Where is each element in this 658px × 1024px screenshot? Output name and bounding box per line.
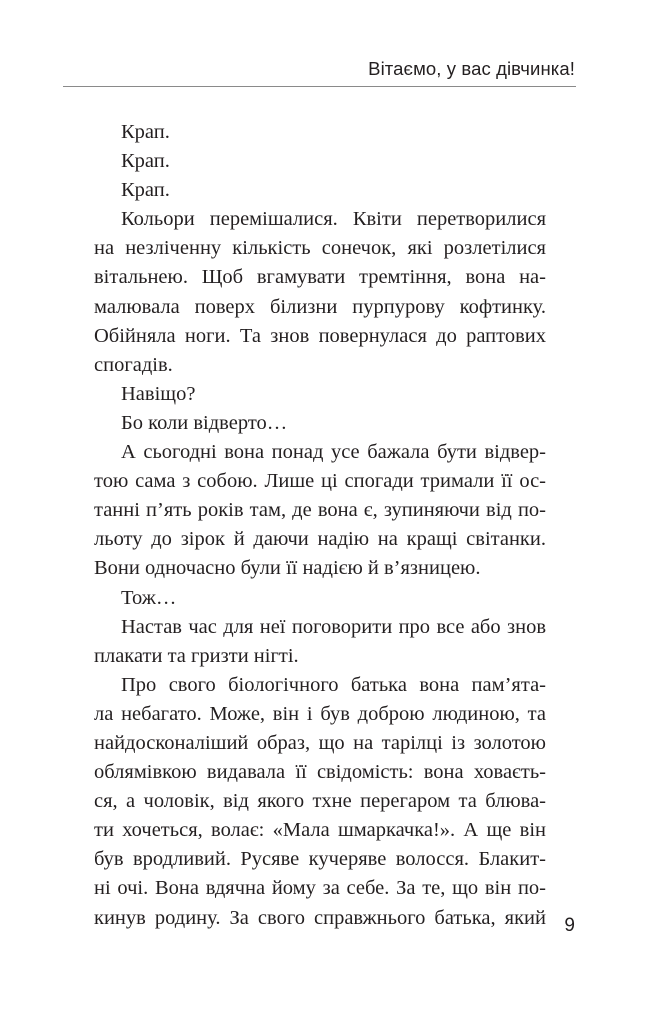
text-line: Крап. bbox=[121, 121, 170, 143]
text-line: Тож… bbox=[121, 586, 177, 609]
text-line: малювала поверх білизни пурпурову кофтинку. bbox=[94, 295, 546, 318]
text-line: ла небагато. Може, він і був доброю людиною, та bbox=[94, 702, 546, 725]
text-line: А сьогодні вона понад усе бажала бути відвер- bbox=[121, 441, 546, 464]
text-line: Про свого біологічного батька вона пам’ята- bbox=[121, 673, 546, 696]
running-title: Вітаємо, у вас дівчинка! bbox=[368, 58, 575, 79]
text-line: Настав час для неї поговорити про все або знов bbox=[121, 615, 546, 638]
text-line: на незліченну кількість сонечок, які розлетілися bbox=[94, 237, 546, 260]
text-line: облямівкою видавала її свідомість: вона ховаєть- bbox=[94, 761, 546, 784]
text-line: вітальнею. Щоб вгамувати тремтіння, вона на- bbox=[94, 266, 546, 289]
text-line: Навіщо? bbox=[121, 382, 196, 405]
text-line: ти хочеться, волає: «Мала шмаркачка!». А ще він bbox=[94, 819, 546, 842]
header-rule bbox=[63, 86, 576, 87]
text-line: ні очі. Вона вдячна йому за себе. За те, що він по- bbox=[94, 877, 546, 900]
text-line: найдосконаліший образ, що на тарілці із золотою bbox=[94, 731, 546, 754]
text-line: Бо коли відверто… bbox=[121, 411, 288, 434]
text-line: тою сама з собою. Лише ці спогади тримали її ос- bbox=[94, 470, 546, 493]
text-line: Вони одночасно були її надією й в’язницею. bbox=[94, 557, 481, 580]
text-line: був вродливий. Русяве кучеряве волосся. Блакит- bbox=[94, 848, 546, 871]
text-line: Крап. bbox=[121, 179, 170, 202]
text-line: Кольори перемішалися. Квіти перетворилися bbox=[121, 208, 546, 231]
page-number: 9 bbox=[564, 915, 575, 936]
text-line: кинув родину. За свого справжнього батька, який bbox=[94, 906, 546, 929]
text-line: ся, а чоловік, від якого тхне перегаром та блюва- bbox=[94, 790, 546, 813]
body-text bbox=[94, 118, 546, 933]
text-line: спогадів. bbox=[94, 353, 173, 376]
text-line: плакати та гризти нігті. bbox=[94, 644, 299, 667]
text-line: льоту до зірок й даючи надію на кращі світанки. bbox=[94, 528, 546, 551]
text-line: танні п’ять років там, де вона є, зупиняючи від по- bbox=[94, 499, 546, 522]
text-line: Крап. bbox=[121, 150, 170, 173]
text-line: Обійняла ноги. Та знов повернулася до раптових bbox=[94, 324, 546, 347]
